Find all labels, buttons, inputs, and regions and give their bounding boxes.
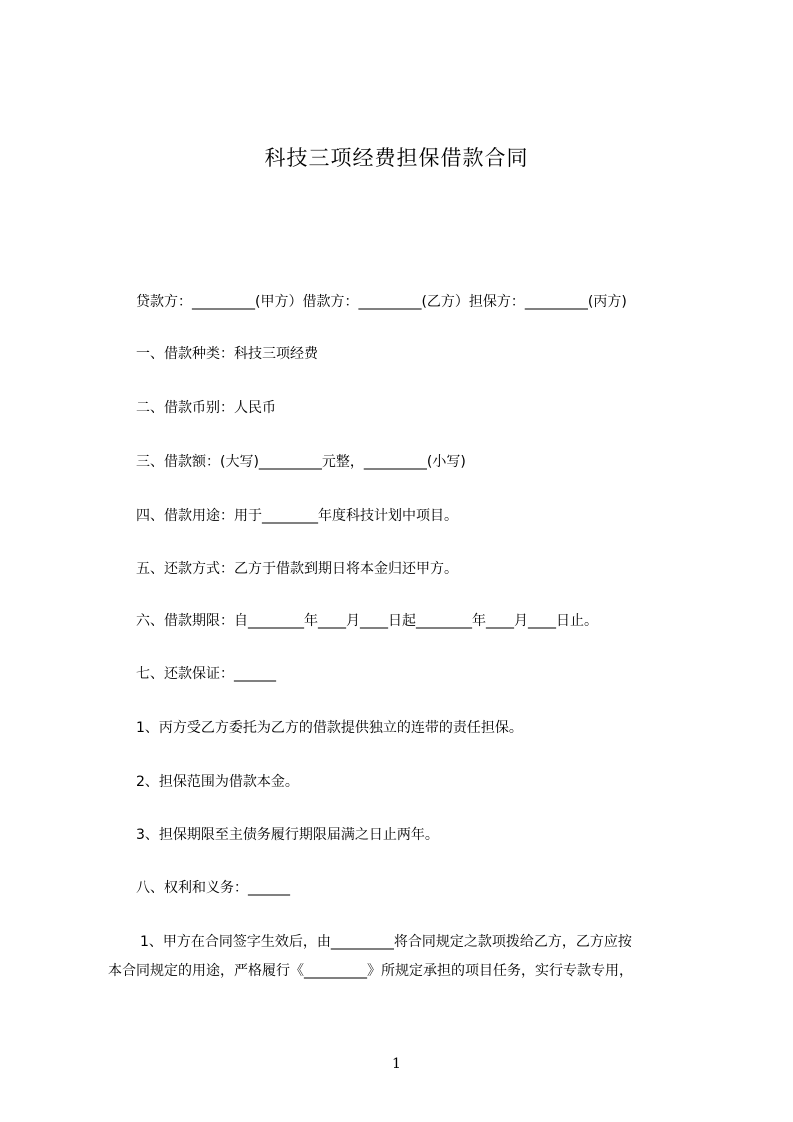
clause-purpose: 四、借款用途：用于________年度科技计划中项目。 bbox=[136, 508, 458, 524]
parties-line: 贷款方：_________(甲方）借款方：_________(乙方）担保方：_________(丙方) bbox=[136, 294, 627, 310]
document-title: 科技三项经费担保借款合同 bbox=[264, 146, 529, 170]
clause-currency: 二、借款币别：人民币 bbox=[136, 400, 276, 416]
clause-amount: 三、借款额：(大写)_________元整，_________(小写) bbox=[136, 454, 466, 470]
clause-rights-item-1-line-1: 1、甲方在合同签字生效后，由_________将合同规定之款项拨给乙方，乙方应按 bbox=[140, 934, 632, 950]
clause-term: 六、借款期限：自________年____月____日起________年____月____日止。 bbox=[136, 613, 598, 629]
clause-guarantee-item-1: 1、丙方受乙方委托为乙方的借款提供独立的连带的责任担保。 bbox=[136, 720, 523, 736]
clause-rights-obligations: 八、权利和义务：______ bbox=[136, 880, 290, 896]
page-number: 1 bbox=[392, 1056, 401, 1072]
clause-guarantee-item-3: 3、担保期限至主债务履行期限届满之日止两年。 bbox=[136, 827, 439, 843]
clause-rights-item-1-line-2: 本合同规定的用途，严格履行《_________》所规定承担的项目任务，实行专款专用， bbox=[108, 963, 633, 979]
clause-guarantee: 七、还款保证：______ bbox=[136, 666, 276, 682]
clause-repayment-method: 五、还款方式：乙方于借款到期日将本金归还甲方。 bbox=[136, 561, 458, 577]
clause-guarantee-item-2: 2、担保范围为借款本金。 bbox=[136, 774, 299, 790]
clause-loan-type: 一、借款种类：科技三项经费 bbox=[136, 346, 318, 362]
